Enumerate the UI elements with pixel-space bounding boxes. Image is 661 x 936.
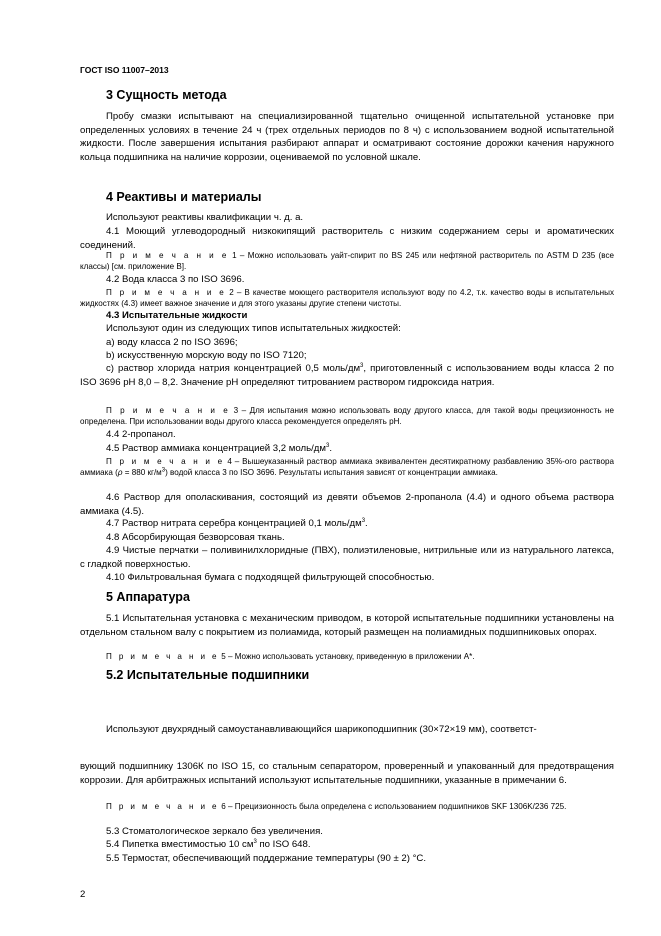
superscript: 3 <box>325 442 330 449</box>
note-5-text: 5 – Можно использовать установку, приведенную в приложении А*. <box>221 652 475 661</box>
superscript: 3 <box>161 466 166 473</box>
subsection-4-3-heading: 4.3 Испытательные жидкости <box>106 310 248 321</box>
note-4-text-end: ) водой класса 3 по ISO 3696. Результаты испытания зависят от концентрации аммиака. <box>165 467 498 477</box>
paragraph-4-10: 4.10 Фильтровальная бумага с подходящей фильтрующей способностью. <box>106 572 435 583</box>
note-label: П р и м е ч а н и е <box>106 251 229 260</box>
note-3 <box>80 406 614 427</box>
running-header: ГОСТ ISO 11007–2013 <box>80 65 169 75</box>
paragraph-4-2: 4.2 Вода класса 3 по ISO 3696. <box>106 274 245 285</box>
paragraph-5-2-continued: вующий подшипнику 1306К по ISO 15, со стальным сепаратором, проверенный и упакованный для предотвращения коррозии. Для арбитражных испытаний используют испытательные подшипники, указанные в примечании 6. <box>80 761 614 786</box>
note-4-text: 4 – Вышеуказанный раствор аммиака эквивалентен десятикратному разбавлению 35%-ого раствора аммиака ( <box>80 457 614 477</box>
paragraph-5-1: 5.1 Испытательная установка с механическим приводом, в которой испытательные подшипники установлены на отдельном стальном валу с покрытием из полиамида, который размещен на полиамидных подшипниковых опорах. <box>80 613 614 638</box>
note-label: П р и м е ч а н и е <box>106 457 225 466</box>
superscript: 3 <box>253 838 257 845</box>
note-2 <box>80 288 614 309</box>
paragraph-4-9: 4.9 Чистые перчатки – поливинилхлоридные (ПВХ), полиэтиленовые, нитрильные или из натурального латекса, с гладкой поверхностью. <box>80 545 614 570</box>
list-item-b: b) искусственную морскую воду по ISO 7120; <box>106 350 307 361</box>
paragraph-4-4: 4.4 2-пропанол. <box>106 429 176 440</box>
note-5 <box>80 652 614 663</box>
paragraph-5-5: 5.5 Термостат, обеспечивающий поддержание температуры (90 ± 2) °С. <box>106 853 426 864</box>
paragraph-5-4 <box>80 838 614 852</box>
paragraph-5-4-end: по ISO 648. <box>256 839 311 850</box>
subsection-5-2-heading: 5.2 Испытательные подшипники <box>106 668 310 682</box>
paragraph-4-7 <box>80 517 614 531</box>
paragraph-4-5-text: 4.5 Раствор аммиака концентрацией 3,2 моль/дм <box>106 443 326 454</box>
list-item-c <box>80 362 614 389</box>
section-3-body: Пробу смазки испытывают на специализированной тщательно очищенной испытательной установке при определенных условиях в течение 24 ч (трех отдельных периодов по 8 ч) с использованием водной испытательной жидкости. После завершения испытания разбирают аппарат и осматривают состояние дорожки качения наружного кольца подшипника на наличие коррозии, оцениваемой по условной шкале. <box>80 111 614 163</box>
section-3-heading: 3 Сущность метода <box>106 88 227 102</box>
paragraph-5-3: 5.3 Стоматологическое зеркало без увеличения. <box>106 826 323 837</box>
note-3-text: 3 – Для испытания можно использовать воду другого класса, для такой воды прецизионность не определена. При использовании воды другого класса рекомендуется определять pH. <box>80 406 615 426</box>
note-6 <box>80 802 614 813</box>
rho-symbol: ρ <box>117 467 123 477</box>
reagents-intro: Используют реактивы квалификации ч. д. а. <box>106 212 304 223</box>
paragraph-4-5-end: . <box>329 443 332 454</box>
paragraph-5-2-start: Используют двухрядный самоустанавливающийся шарикоподшипник (30×72×19 мм), соответст- <box>106 724 537 735</box>
note-label: П р и м е ч а н и е <box>106 652 219 661</box>
section-4-heading: 4 Реактивы и материалы <box>106 190 262 204</box>
paragraph-4-7-text: 4.7 Раствор нитрата серебра концентрацией 0,1 моль/дм <box>106 518 362 529</box>
note-4 <box>80 457 614 478</box>
paragraph-4-5 <box>80 442 614 456</box>
note-1 <box>80 251 614 272</box>
paragraph-4-7-end: . <box>365 518 368 529</box>
paragraph-4-3: Используют один из следующих типов испытательных жидкостей: <box>106 323 401 334</box>
note-2-text: 2 – В качестве моющего растворителя используют воду по 4.2, т.к. качество воды в испытательных жидкостях (4.3) имеет важное значение и для этого указаны другие степени чистоты. <box>80 288 614 308</box>
note-label: П р и м е ч а н и е <box>106 802 219 811</box>
note-4-text-mid: = 880 кг/м <box>122 467 162 477</box>
paragraph-4-1: 4.1 Моющий углеводородный низкокипящий растворитель с низким содержанием серы и ароматических соединений. <box>80 226 614 251</box>
list-item-c-text: с) раствор хлорида натрия концентрацией 0,5 моль/дм <box>106 363 361 374</box>
note-label: П р и м е ч а н и е <box>106 288 227 297</box>
paragraph-4-8: 4.8 Абсорбирующая безворсовая ткань. <box>106 532 285 543</box>
superscript: 3 <box>360 362 364 369</box>
note-1-text: 1 – Можно использовать уайт-спирит по BS 245 или нефтяной растворитель по ASTM D 235 (все классы) [см. приложение В]. <box>80 251 614 271</box>
note-label: П р и м е ч а н и е <box>106 406 231 415</box>
list-item-a: a) воду класса 2 по ISO 3696; <box>106 337 238 348</box>
note-6-text: 6 – Прецизионность была определена с использованием подшипников SKF 1306K/236 725. <box>221 802 567 811</box>
paragraph-5-4-text: 5.4 Пипетка вместимостью 10 см <box>106 839 254 850</box>
list-item-c-text-rest: , приготовленный с использованием воды класса 2 по ISO 3696 pH 8,0 – 8,2. Значение pH определяют титрованием раствором гидроксида натрия. <box>80 363 614 388</box>
paragraph-4-6: 4.6 Раствор для ополаскивания, состоящий из девяти объемов 2-пропанола (4.4) и одного объема раствора аммиака (4.5). <box>80 492 614 517</box>
page-number: 2 <box>80 889 86 900</box>
superscript: 3 <box>361 517 366 524</box>
section-5-heading: 5 Аппаратура <box>106 590 190 604</box>
